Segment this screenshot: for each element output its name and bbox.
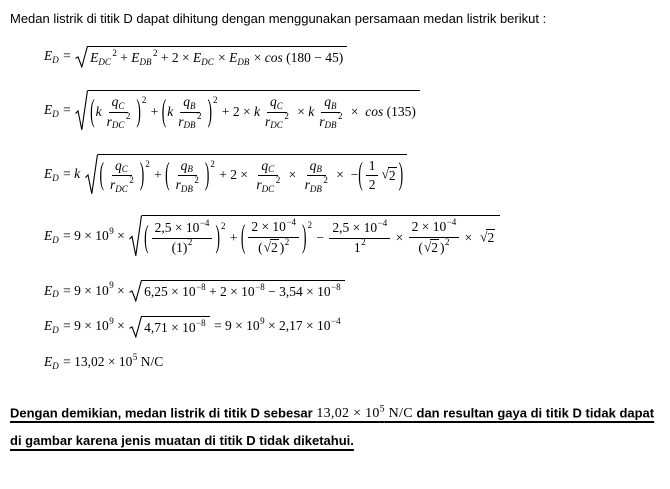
sqrt-content [88,90,420,132]
math-text: × [392,229,407,245]
math-fraction [104,94,134,131]
math-text: (180 − 45) [282,49,344,65]
math-text: − [313,229,328,245]
fraction-numerator [329,217,390,239]
paren-close-glyph: ) [215,218,220,254]
math-var-letter: r [256,177,262,193]
math-fraction [152,217,213,257]
math-var-letter: E [44,353,53,369]
math-text: 6,25 × 10 [144,284,196,300]
math-text: × [250,49,265,65]
math-text: 2,5 × 10 [154,219,200,235]
math-superscript: −4 [331,316,341,327]
math-var [44,48,60,65]
math-var-letter: q [261,157,269,173]
math-italic: k [95,103,102,119]
equation-row-3 [44,154,670,196]
math-subscript: D [52,325,59,336]
math-paren [165,158,216,195]
math-superscript: 2 [337,111,343,122]
fraction-numerator [248,219,299,238]
math-superscript: 2 [187,237,193,248]
math-text: + [150,167,166,183]
math-sqrt [75,90,420,132]
math-text: = 9 × 10 [59,282,109,298]
math-fraction [173,158,202,195]
math-var-letter: E [44,228,53,244]
math-superscript: 9 [109,280,114,291]
conclusion-math-unit: N/C [384,406,413,422]
math-text: + [147,103,162,119]
equation-row-7 [44,351,670,371]
sqrt-content: 2 [487,230,495,246]
math-italic: k [254,103,261,119]
math-subscript: DC [111,120,125,131]
fraction-denominator [173,176,202,194]
math-text: × [285,167,300,183]
radical-glyph [129,215,142,258]
math-superscript: 9 [109,316,114,327]
math-text: ) [440,239,445,255]
math-superscript: 2 [141,94,147,105]
math-superscript: 2 [275,175,281,186]
fraction-numerator [321,94,340,113]
paren-content [166,94,207,131]
math-var [256,177,280,194]
radical-glyph [85,154,98,196]
math-var [44,354,60,371]
paren-close-glyph: ) [139,156,145,192]
math-var-letter: r [319,113,325,129]
paren-open-glyph: ( [240,217,246,254]
math-small-sqrt [264,239,279,257]
math-subscript: D [52,360,59,371]
math-superscript: 2 [112,47,117,58]
equation-row-1 [44,46,670,68]
sqrt-content [142,280,345,302]
math-fraction [302,158,331,195]
conclusion-prefix: Dengan demikian, medan listrik di titik D sebesar [10,405,317,421]
math-var [44,228,60,245]
math-text: = [59,48,75,64]
math-subscript: DC [270,120,283,131]
math-var-letter: q [270,93,277,109]
math-var [44,318,60,335]
math-superscript: 2 [220,220,226,231]
paren-content [245,219,302,257]
math-paren [144,217,226,257]
math-italic: cos [264,49,283,65]
paren-content [170,158,205,195]
math-sqrt [85,154,408,196]
radical-glyph: √ [423,239,432,255]
math-text: ( [258,239,263,255]
math-text: = [59,102,75,118]
math-var-letter: E [229,49,238,65]
math-subscript: B [330,100,337,111]
math-text: + [226,229,241,245]
math-superscript: −8 [196,317,206,328]
math-subscript: DB [139,56,152,67]
fraction-denominator [255,238,292,257]
math-fraction [262,94,292,131]
math-var-letter: r [110,177,116,193]
math-subscript: D [52,172,59,183]
paren-close-glyph: ) [136,92,141,128]
conclusion-math-value [316,406,413,421]
fraction-numerator [366,158,379,177]
math-small-sqrt [381,167,396,185]
math-text: 1 [368,157,376,173]
math-paren [241,219,313,257]
fraction-numerator [109,94,129,113]
math-superscript: 2 [145,158,150,169]
math-text: × [113,228,129,244]
math-var [270,94,284,111]
math-superscript: −4 [286,217,297,228]
paren-open-glyph: ( [165,156,170,192]
fraction-numerator [258,158,278,177]
radical-glyph [75,46,88,68]
math-text: + 2 × 10 [205,284,255,300]
conclusion-math-base: 13,02 × 10 [316,406,380,422]
math-var-letter: r [175,177,181,193]
math-italic: k [167,103,174,119]
fraction-denominator [262,113,292,131]
fraction-numerator [152,217,213,239]
math-superscript: 2 [323,175,328,186]
sqrt-content: 2 [388,167,396,183]
math-paren [100,158,151,195]
math-superscript: 2 [210,158,215,169]
paren-open-glyph: ( [161,92,167,128]
math-small-sqrt [424,239,439,257]
math-var [265,111,289,131]
math-subscript: DC [261,184,275,195]
math-text: N/C [137,353,164,369]
radical-glyph [129,316,142,338]
math-var [106,111,131,131]
sqrt-content [142,316,210,338]
math-subscript: C [118,100,125,111]
math-var-letter: E [193,49,202,65]
math-var-letter: E [44,165,53,181]
math-superscript: 9 [260,316,265,327]
math-subscript: D [52,289,59,300]
paren-open-glyph: ( [144,218,149,254]
math-superscript: −8 [255,281,265,292]
paren-content [95,94,137,131]
fraction-numerator [267,94,287,113]
math-text: × [214,49,230,65]
math-text: × [347,103,366,119]
math-var [319,111,343,131]
radical-glyph [129,280,142,302]
math-text: 2 × 10 [411,219,447,235]
math-subscript: DC [98,56,111,67]
math-var-letter: r [265,113,271,129]
math-superscript: −4 [199,217,210,228]
math-text: + 2 × [157,49,193,65]
fraction-denominator [415,238,452,257]
math-text: = 9 × 10 [210,318,260,334]
radical-glyph [75,90,88,132]
math-var-letter: E [44,102,53,118]
paren-content [149,217,216,257]
fraction-denominator [175,113,204,131]
math-superscript: −8 [331,281,341,292]
math-superscript: 2 [153,47,158,58]
math-var-letter: q [180,157,188,173]
math-text: × [113,318,129,334]
math-subscript: DB [183,120,196,131]
fraction-denominator [169,239,196,257]
math-subscript: B [190,100,196,111]
math-text: × 2,17 × 10 [264,318,331,334]
math-text: = [59,165,75,181]
math-var [261,158,275,175]
math-text: × − [332,167,359,183]
fraction-denominator [253,176,283,194]
paren-open-glyph: ( [99,156,104,192]
math-paren [162,94,219,131]
radical-glyph: √ [381,166,389,182]
fraction-denominator [302,176,331,194]
paren-open-glyph: ( [358,156,363,192]
math-text: 2 × 10 [251,219,286,235]
math-superscript: −8 [196,281,206,292]
equation-row-2 [44,90,670,132]
math-text: 2 [368,177,376,193]
radical-glyph: √ [480,229,488,245]
math-fraction [329,217,390,257]
math-text: + 2 × [215,167,252,183]
conclusion-math-exponent: 5 [379,404,385,415]
conclusion-suffix: dan resultan gaya di titik D tidak dapat di gambar karena jenis muatan di titik D tidak diketahui. [10,405,655,449]
math-superscript: 2 [284,111,289,122]
math-var [44,283,60,300]
math-var [115,158,129,175]
math-text: + [116,49,132,65]
math-var-letter: q [324,93,331,109]
math-superscript: 2 [194,175,199,186]
math-paren [358,158,403,195]
math-fraction [409,219,460,257]
math-var [44,166,60,183]
math-sqrt [129,280,345,302]
math-var [305,177,328,194]
fraction-numerator [180,94,199,113]
math-superscript: 9 [109,226,114,237]
math-subscript: DB [324,120,337,131]
math-text: 4,71 × 10 [144,319,196,335]
paren-close-glyph: ) [302,217,307,254]
math-var [193,50,215,67]
fraction-denominator [366,176,379,194]
math-fraction [107,158,137,195]
math-superscript: −4 [446,217,457,228]
equation-row-6 [44,316,670,338]
paren-close-glyph: ) [204,156,210,192]
math-var-letter: E [44,282,53,298]
math-subscript: D [52,55,59,66]
math-var [181,158,194,175]
math-text: = 9 × 10 [59,318,109,334]
math-var-letter: q [115,157,122,173]
math-var [90,47,117,67]
math-text: ( [418,239,423,255]
math-subscript: B [187,164,193,175]
math-text: (1) [171,239,188,255]
math-var-letter: r [304,177,310,193]
math-text: × [113,282,129,298]
math-superscript: 2 [213,94,218,105]
math-var [176,177,199,194]
math-var [229,50,250,67]
math-fraction [175,94,204,131]
math-superscript: −4 [377,217,388,228]
paren-close-glyph: ) [207,92,213,128]
fraction-denominator [351,239,369,257]
math-superscript: 5 [132,351,138,362]
math-italic: k [74,165,81,181]
math-subscript: DB [237,56,250,67]
math-var [110,177,134,194]
math-var-letter: E [131,49,140,65]
math-var-letter: q [183,93,191,109]
math-subscript: D [52,235,59,246]
math-var-letter: q [309,157,317,173]
fraction-denominator [107,176,137,194]
math-text: − 3,54 × 10 [264,284,331,300]
math-var-letter: q [111,93,119,109]
math-text: ) [279,239,285,255]
sqrt-content: 2 [271,240,278,256]
intro-text: Medan listrik di titik D dapat dihitung dengan menggunakan persamaan medan listrik berikut : [10,11,547,26]
math-small-sqrt [480,229,495,247]
math-italic: k [308,103,315,119]
fraction-numerator [112,158,132,177]
math-paren [90,94,147,131]
math-subscript: C [276,100,283,111]
equation-row-5 [44,280,670,302]
math-var [131,47,158,67]
paren-content [363,158,399,195]
math-subscript: DC [201,56,214,67]
fraction-denominator [316,113,345,131]
math-fraction [253,158,283,195]
math-text: + 2 × [218,103,255,119]
math-text: (135) [383,103,416,119]
paren-open-glyph: ( [90,92,95,128]
math-superscript: 2 [125,111,131,122]
sqrt-content [98,154,408,196]
math-var-letter: r [178,113,184,129]
math-subscript: DB [180,184,193,195]
math-text: = 13,02 × 10 [59,353,133,369]
math-fraction [316,94,345,131]
math-text: 2,5 × 10 [332,219,378,235]
fraction-denominator [104,113,134,131]
equation-row-4 [44,215,670,258]
sqrt-content: 2 [431,240,439,256]
math-text: = 9 × 10 [59,228,109,244]
paren-close-glyph: ) [398,156,404,192]
math-subscript: D [52,109,59,120]
math-fraction [366,158,379,195]
math-var-letter: r [106,113,112,129]
math-var-letter: E [90,49,99,65]
math-text: 1 [353,239,361,255]
math-var [44,102,60,119]
math-subscript: DC [115,184,128,195]
math-sqrt [75,46,347,68]
math-subscript: DB [309,184,322,195]
radical-glyph: √ [263,239,271,255]
math-superscript: 2 [307,220,313,231]
math-sqrt [129,316,210,338]
math-var [310,158,323,175]
math-text [80,166,83,183]
sqrt-content [88,46,347,68]
math-var [178,111,202,131]
math-subscript: B [316,164,322,175]
fraction-numerator [178,158,197,177]
equation-list [44,46,670,371]
math-superscript: 2 [197,111,202,122]
math-var-letter: E [44,318,53,334]
math-fraction [248,219,299,257]
math-italic: cos [365,103,384,119]
math-var [324,94,337,111]
math-subscript: C [121,164,128,175]
math-superscript: 2 [361,237,366,248]
math-superscript: 2 [129,175,134,186]
fraction-numerator [409,219,460,238]
math-text: × [293,103,309,119]
conclusion-text [10,397,660,455]
math-subscript: C [268,164,275,175]
math-var [183,94,196,111]
math-sqrt [129,215,500,258]
math-superscript: 2 [445,237,450,248]
fraction-numerator [307,158,326,177]
math-var-letter: E [44,48,53,64]
math-var [112,94,126,111]
paren-content [104,158,140,195]
math-text: × [461,229,480,245]
sqrt-content [142,215,500,258]
math-superscript: 2 [284,237,290,248]
